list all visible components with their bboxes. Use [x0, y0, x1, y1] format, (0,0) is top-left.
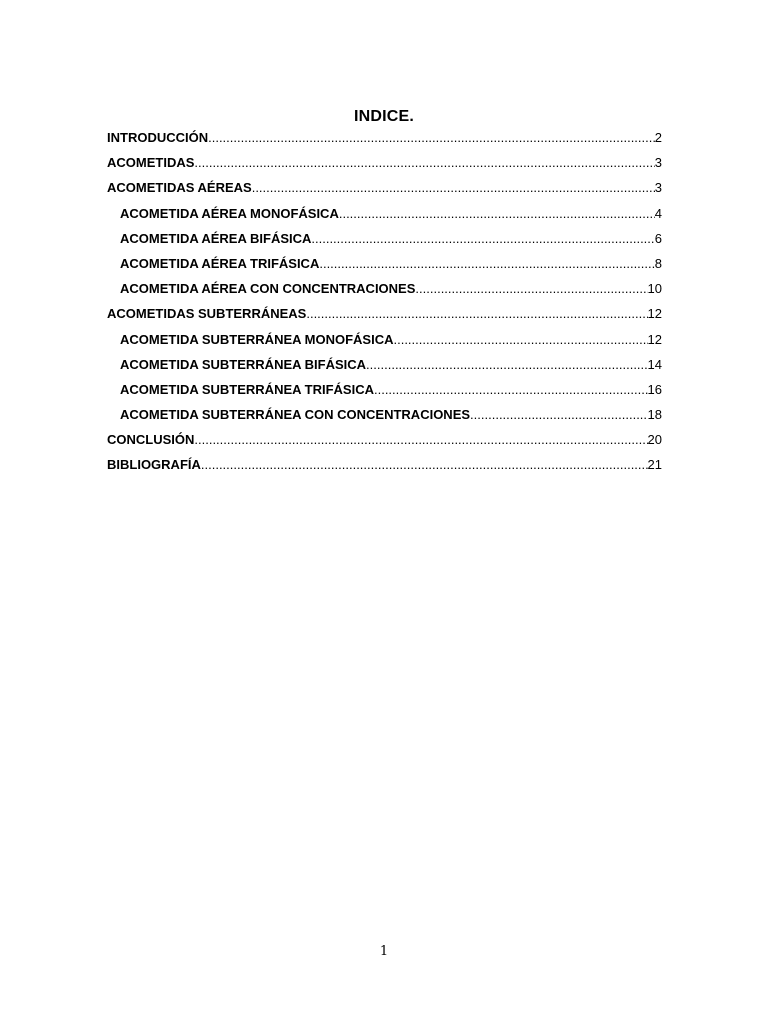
- toc-entry[interactable]: [107, 456, 662, 481]
- toc-entry-page: 2: [654, 130, 662, 145]
- toc-entry-page: 12: [647, 331, 662, 347]
- toc-title: INDICE.: [353, 108, 415, 125]
- toc-dot-leader: [374, 381, 648, 399]
- toc-entry[interactable]: [107, 331, 662, 356]
- toc-entry-page: 6: [654, 230, 662, 246]
- toc-dot-leader: [393, 331, 647, 349]
- toc-dot-leader: [366, 356, 647, 374]
- toc-entry-label: ACOMETIDAS SUBTERRÁNEAS: [107, 306, 307, 322]
- toc-entry[interactable]: [107, 179, 662, 204]
- toc-list: [107, 129, 662, 482]
- toc-entry[interactable]: [107, 305, 662, 330]
- toc-entry-label: ACOMETIDA AÉREA CON CONCENTRACIONES: [120, 281, 416, 297]
- toc-entry[interactable]: [107, 280, 662, 305]
- toc-entry[interactable]: [107, 431, 662, 456]
- toc-entry[interactable]: [107, 255, 662, 280]
- toc-dot-leader: [311, 230, 654, 248]
- toc-entry-page: 8: [654, 255, 662, 271]
- toc-dot-leader: [194, 431, 647, 449]
- toc-dot-leader: [194, 154, 654, 172]
- toc-entry-page: 16: [647, 381, 662, 397]
- toc-entry-label: ACOMETIDA SUBTERRÁNEA BIFÁSICA: [120, 356, 367, 372]
- toc-entry-page: 3: [654, 180, 662, 196]
- toc-dot-leader: [470, 406, 647, 424]
- toc-entry-page: 12: [647, 306, 662, 322]
- toc-entry-label: ACOMETIDA SUBTERRÁNEA CON CONCENTRACIONES: [120, 407, 471, 423]
- toc-entry-label: ACOMETIDA SUBTERRÁNEA TRIFÁSICA: [120, 381, 374, 397]
- toc-entry-page: 21: [647, 457, 662, 473]
- toc-entry-page: 14: [647, 356, 662, 372]
- toc-dot-leader: [306, 305, 647, 323]
- toc-entry-page: 20: [647, 432, 662, 448]
- toc-entry-label: BIBLIOGRAFÍA: [107, 457, 201, 473]
- toc-entry-label: ACOMETIDA SUBTERRÁNEA MONOFÁSICA: [120, 331, 394, 347]
- toc-dot-leader: [319, 255, 654, 273]
- toc-entry-page: 4: [654, 205, 662, 221]
- toc-entry-label: ACOMETIDA AÉREA TRIFÁSICA: [120, 255, 320, 271]
- toc-entry[interactable]: [107, 381, 662, 406]
- toc-entry-label: ACOMETIDAS AÉREAS: [107, 180, 252, 196]
- toc-entry-page: 18: [647, 407, 662, 423]
- toc-entry[interactable]: [107, 205, 662, 230]
- toc-entry-label: ACOMETIDA AÉREA MONOFÁSICA: [120, 205, 339, 221]
- toc-entry-page: 3: [654, 155, 662, 171]
- toc-entry-label: ACOMETIDAS: [107, 155, 195, 171]
- toc-dot-leader: [415, 280, 647, 298]
- toc-entry-label: ACOMETIDA AÉREA BIFÁSICA: [120, 230, 312, 246]
- toc-entry[interactable]: [107, 154, 662, 179]
- toc-dot-leader: [339, 205, 655, 223]
- toc-entry-label: INTRODUCCIÓN: [107, 130, 209, 145]
- toc-dot-leader: [201, 456, 648, 474]
- page-number: 1: [379, 944, 389, 959]
- toc-entry[interactable]: [107, 356, 662, 381]
- toc-entry[interactable]: [107, 230, 662, 255]
- toc-dot-leader: [208, 129, 655, 147]
- toc-entry[interactable]: [107, 129, 662, 154]
- toc-dot-leader: [252, 179, 655, 197]
- toc-entry-page: 10: [647, 281, 662, 297]
- toc-entry[interactable]: [107, 406, 662, 431]
- toc-entry-label: CONCLUSIÓN: [107, 432, 195, 448]
